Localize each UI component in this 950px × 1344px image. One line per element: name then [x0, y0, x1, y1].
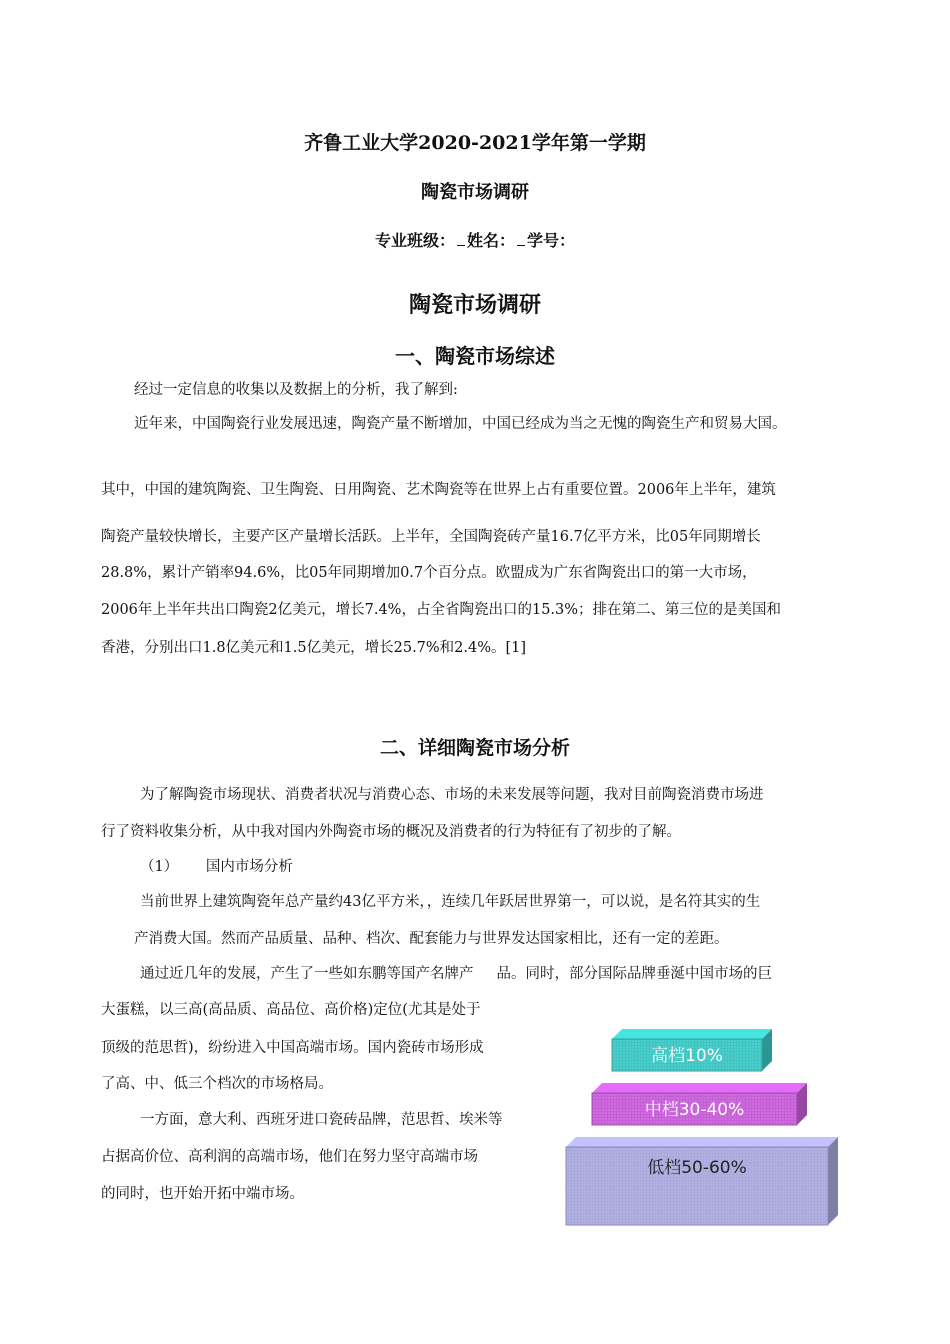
paragraph-line: 当前世界上建筑陶瓷年总产量约43亿平方米，，连续几年跃居世界第一，可以说，是名符其实的生	[140, 894, 761, 910]
header-line1: 齐鲁工业大学2020-2021学年第一学期	[304, 132, 646, 154]
section2-heading: 二、详细陶瓷市场分析	[379, 737, 570, 759]
paragraph-line: 占据高价位、高利润的高端市场，他们在努力坚守高端市场	[101, 1149, 478, 1165]
header-line2: 陶瓷市场调研	[421, 182, 529, 203]
pyramid-tier	[612, 1029, 772, 1071]
tier-top-face	[612, 1029, 772, 1039]
section1-heading: 一、陶瓷市场综述	[395, 344, 555, 368]
subsection-heading: （1） 国内市场分析	[140, 859, 293, 875]
class-blank	[457, 231, 465, 246]
paragraph-line: 顶级的范思哲)，纷纷进入中国高端市场。国内瓷砖市场形成	[101, 1040, 484, 1056]
paragraph-line: 其中，中国的建筑陶瓷、卫生陶瓷、日用陶瓷、艺术陶瓷等在世界上占有重要位置。2006年上半年，建筑	[101, 482, 776, 498]
paragraph-line: 通过近几年的发展，产生了一些如东鹏等国产名牌产 品。同时，部分国际品牌垂涎中国市场的巨	[140, 966, 773, 982]
name-blank	[517, 231, 525, 246]
tier-top-face	[592, 1083, 807, 1093]
pyramid-tier	[566, 1137, 838, 1225]
pyramid-tier	[592, 1083, 807, 1125]
id-label: 学号：	[527, 231, 576, 250]
paragraph-line: 近年来，中国陶瓷行业发展迅速，陶瓷产量不断增加，中国已经成为当之无愧的陶瓷生产和贸易大国。	[134, 416, 787, 432]
class-label: 专业班级：	[374, 231, 455, 250]
paragraph-line: 为了解陶瓷市场现状、消费者状况与消费心态、市场的未来发展等问题，我对目前陶瓷消费市场进	[140, 787, 764, 803]
student-info-line	[0, 228, 950, 251]
tier-label: 高档10%	[651, 1046, 723, 1066]
paragraph-line: 经过一定信息的收集以及数据上的分析，我了解到:	[134, 382, 458, 398]
name-label: 姓名：	[466, 231, 515, 250]
paragraph-line: 香港，分别出口1.8亿美元和1.5亿美元，增长25.7%和2.4%。[1]	[101, 640, 527, 656]
tier-top-face	[566, 1137, 838, 1147]
tier-label: 低档50-60%	[647, 1158, 747, 1178]
paragraph-line: 的同时，也开始开拓中端市场。	[101, 1186, 304, 1202]
paragraph-line: 28.8%，累计产销率94.6%，比05年同期增加0.7个百分点。欧盟成为广东省陶瓷出口的第一大市场，	[101, 565, 757, 581]
market-tier-pyramid-chart	[560, 1025, 840, 1235]
tier-label: 中档30-40%	[644, 1100, 745, 1120]
paragraph-line: 一方面，意大利、西班牙进口瓷砖品牌，范思哲、埃米等	[140, 1112, 503, 1128]
paragraph-line: 大蛋糕，以三高(高品质、高品位、高价格)定位(尤其是处于	[101, 1002, 481, 1018]
paragraph-line: 了高、中、低三个档次的市场格局。	[101, 1076, 333, 1092]
tier-side-face	[828, 1137, 838, 1225]
paragraph-line: 行了资料收集分析，从中我对国内外陶瓷市场的概况及消费者的行为特征有了初步的了解。	[101, 824, 681, 840]
main-title: 陶瓷市场调研	[408, 292, 541, 318]
paragraph-line: 产消费大国。然而产品质量、品种、档次、配套能力与世界发达国家相比，还有一定的差距。	[134, 931, 729, 947]
paragraph-line: 陶瓷产量较快增长，主要产区产量增长活跃。上半年，全国陶瓷砖产量16.7亿平方米，比05年同期增长	[101, 529, 761, 545]
paragraph-line: 2006年上半年共出口陶瓷2亿美元，增长7.4%，占全省陶瓷出口的15.3%；排在第二、第三位的是美国和	[101, 602, 782, 618]
